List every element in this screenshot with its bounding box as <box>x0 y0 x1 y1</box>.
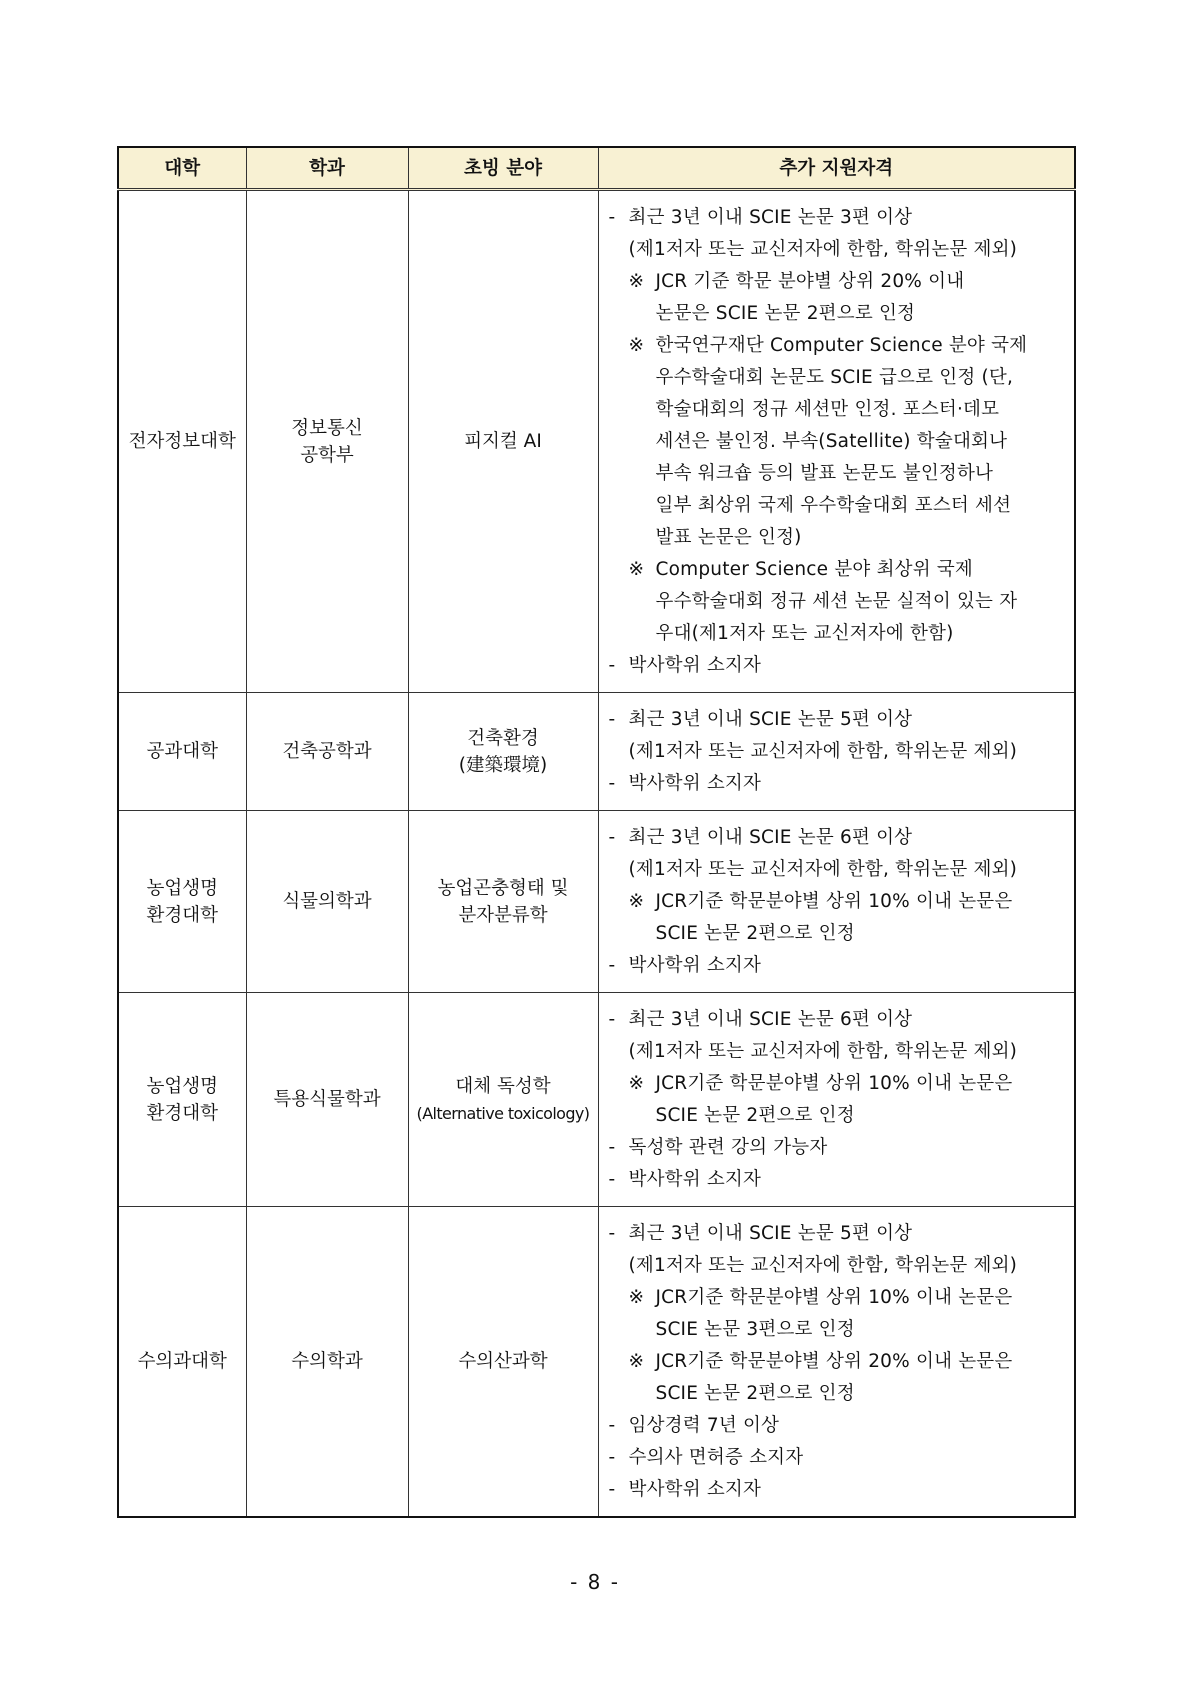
department-name: 수의학과 <box>291 1351 363 1372</box>
college-cell <box>118 1207 246 1518</box>
qualification-cell <box>598 190 1075 693</box>
requirement-continuation <box>609 854 1065 886</box>
requirement-item <box>609 1474 1065 1506</box>
dash-marker: - <box>608 1009 616 1030</box>
requirement-text: 박사학위 소지자 <box>628 655 762 676</box>
requirement-text: 발표 논문은 인정) <box>655 527 802 548</box>
requirement-text: 한국연구재단 Computer Science 분야 국제 <box>655 335 1028 356</box>
dash-marker: - <box>608 1169 616 1190</box>
reference-mark: ※ <box>628 271 645 292</box>
requirement-continuation <box>609 736 1065 768</box>
requirement-text: 최근 3년 이내 SCIE 논문 6편 이상 <box>628 1009 913 1030</box>
requirement-continuation <box>609 1250 1065 1282</box>
field-name: 수의산과학 <box>458 1351 548 1372</box>
requirement-continuation <box>609 298 1065 330</box>
field-cell <box>408 1207 598 1518</box>
department-name: 건축공학과 <box>282 741 372 762</box>
requirement-text: SCIE 논문 2편으로 인정 <box>655 1105 855 1126</box>
college-name: 농업생명 <box>146 1075 218 1097</box>
requirement-item <box>609 822 1065 854</box>
requirement-item <box>609 1442 1065 1474</box>
requirement-text: 일부 최상위 국제 우수학술대회 포스터 세션 <box>655 495 1012 516</box>
qualification-cell <box>598 811 1075 993</box>
requirement-item <box>609 1218 1065 1250</box>
requirement-text: 박사학위 소지자 <box>628 1479 762 1500</box>
dash-marker: - <box>608 827 616 848</box>
college-cell <box>118 693 246 811</box>
requirement-item <box>609 1004 1065 1036</box>
requirement-item <box>609 1164 1065 1196</box>
requirement-text: Computer Science 분야 최상위 국제 <box>655 559 974 580</box>
dash-marker: - <box>608 955 616 976</box>
requirement-text: 부속 워크숍 등의 발표 논문도 불인정하나 <box>655 463 994 484</box>
department-cell <box>246 811 408 993</box>
college-name: 수의과대학 <box>137 1351 227 1372</box>
requirement-text: 학술대회의 정규 세션만 인정. 포스터·데모 <box>655 399 1000 420</box>
requirement-text: 독성학 관련 강의 가능자 <box>628 1137 828 1158</box>
department-cell <box>246 693 408 811</box>
reference-mark: ※ <box>628 559 645 580</box>
requirement-text: JCR기준 학문분야별 상위 10% 이내 논문은 <box>655 891 1013 912</box>
reference-mark: ※ <box>628 1351 645 1372</box>
dash-marker: - <box>608 1479 616 1500</box>
requirement-continuation <box>609 1378 1065 1410</box>
reference-note <box>609 330 1065 362</box>
field-name: 농업곤충형태 및 <box>437 877 569 899</box>
requirement-text: 최근 3년 이내 SCIE 논문 5편 이상 <box>628 709 913 730</box>
requirement-item <box>609 768 1065 800</box>
field-name: 피지컬 AI <box>464 431 542 452</box>
dash-marker: - <box>608 709 616 730</box>
qualification-cell <box>598 1207 1075 1518</box>
requirement-text: SCIE 논문 2편으로 인정 <box>655 1383 855 1404</box>
reference-mark: ※ <box>628 891 645 912</box>
requirement-continuation <box>609 918 1065 950</box>
requirement-item <box>609 650 1065 682</box>
dash-marker: - <box>608 207 616 228</box>
college-name: 전자정보대학 <box>128 431 236 452</box>
department-name: 특용식물학과 <box>273 1089 381 1110</box>
requirement-text: 임상경력 7년 이상 <box>628 1415 780 1436</box>
department-cell <box>246 190 408 693</box>
header-qualification: 추가 지원자격 <box>598 147 1075 190</box>
requirement-continuation <box>609 234 1065 266</box>
field-name: 건축환경 <box>467 727 539 749</box>
dash-marker: - <box>608 1447 616 1468</box>
requirement-text: 최근 3년 이내 SCIE 논문 5편 이상 <box>628 1223 913 1244</box>
reference-note <box>609 554 1065 586</box>
requirement-text: 우수학술대회 정규 세션 논문 실적이 있는 자 <box>655 591 1018 612</box>
header-college: 대학 <box>118 147 246 190</box>
department-name: 식물의학과 <box>282 891 372 912</box>
field-name: (建築環境) <box>458 754 548 776</box>
table-row <box>118 993 1075 1207</box>
table-row <box>118 811 1075 993</box>
college-name: 환경대학 <box>146 1102 218 1124</box>
field-name: 분자분류학 <box>458 904 548 926</box>
field-cell <box>408 693 598 811</box>
table-row <box>118 693 1075 811</box>
requirement-text: 박사학위 소지자 <box>628 773 762 794</box>
requirement-text: (제1저자 또는 교신저자에 한함, 학위논문 제외) <box>628 859 1018 880</box>
requirement-text: 박사학위 소지자 <box>628 955 762 976</box>
header-field: 초빙 분야 <box>408 147 598 190</box>
requirement-text: JCR기준 학문분야별 상위 20% 이내 논문은 <box>655 1351 1013 1372</box>
requirement-text: (제1저자 또는 교신저자에 한함, 학위논문 제외) <box>628 741 1018 762</box>
requirement-text: (제1저자 또는 교신저자에 한함, 학위논문 제외) <box>628 1255 1018 1276</box>
dash-marker: - <box>608 773 616 794</box>
college-name: 환경대학 <box>146 904 218 926</box>
table-header-row <box>118 147 1075 190</box>
requirement-text: 최근 3년 이내 SCIE 논문 3편 이상 <box>628 207 913 228</box>
dash-marker: - <box>608 1223 616 1244</box>
requirement-continuation <box>609 1314 1065 1346</box>
department-cell <box>246 1207 408 1518</box>
qualification-cell <box>598 993 1075 1207</box>
page-number: - 8 - <box>570 1570 620 1594</box>
requirement-text: SCIE 논문 3편으로 인정 <box>655 1319 855 1340</box>
college-cell <box>118 811 246 993</box>
reference-mark: ※ <box>628 1073 645 1094</box>
requirement-text: 세션은 불인정. 부속(Satellite) 학술대회나 <box>655 431 1008 452</box>
field-cell <box>408 811 598 993</box>
department-name: 정보통신 <box>291 417 363 439</box>
reference-note <box>609 886 1065 918</box>
requirement-item <box>609 202 1065 234</box>
college-name: 농업생명 <box>146 877 218 899</box>
field-name: (Alternative toxicology) <box>416 1103 590 1123</box>
requirement-text: JCR기준 학문분야별 상위 10% 이내 논문은 <box>655 1287 1013 1308</box>
department-name: 공학부 <box>300 444 354 466</box>
requirement-text: 박사학위 소지자 <box>628 1169 762 1190</box>
field-cell <box>408 190 598 693</box>
college-cell <box>118 190 246 693</box>
requirement-text: (제1저자 또는 교신저자에 한함, 학위논문 제외) <box>628 239 1018 260</box>
requirement-continuation <box>609 490 1065 522</box>
requirement-item <box>609 1410 1065 1442</box>
table-row <box>118 190 1075 693</box>
requirement-text: JCR 기준 학문 분야별 상위 20% 이내 <box>655 271 965 292</box>
qualification-table <box>117 146 1076 1518</box>
requirement-text: 우대(제1저자 또는 교신저자에 한함) <box>655 623 954 644</box>
requirement-text: JCR기준 학문분야별 상위 10% 이내 논문은 <box>655 1073 1013 1094</box>
requirement-text: SCIE 논문 2편으로 인정 <box>655 923 855 944</box>
requirement-continuation <box>609 426 1065 458</box>
requirement-continuation <box>609 1100 1065 1132</box>
college-cell <box>118 993 246 1207</box>
department-cell <box>246 993 408 1207</box>
dash-marker: - <box>608 1137 616 1158</box>
reference-mark: ※ <box>628 1287 645 1308</box>
reference-note <box>609 1346 1065 1378</box>
reference-note <box>609 1282 1065 1314</box>
dash-marker: - <box>608 655 616 676</box>
header-department: 학과 <box>246 147 408 190</box>
dash-marker: - <box>608 1415 616 1436</box>
field-cell <box>408 993 598 1207</box>
requirement-item <box>609 950 1065 982</box>
requirement-text: 우수학술대회 논문도 SCIE 급으로 인정 (단, <box>655 367 1014 388</box>
requirement-text: 최근 3년 이내 SCIE 논문 6편 이상 <box>628 827 913 848</box>
qualification-cell <box>598 693 1075 811</box>
requirement-continuation <box>609 394 1065 426</box>
table-row <box>118 1207 1075 1518</box>
requirement-text: (제1저자 또는 교신저자에 한함, 학위논문 제외) <box>628 1041 1018 1062</box>
requirement-continuation <box>609 458 1065 490</box>
requirement-item <box>609 1132 1065 1164</box>
requirement-continuation <box>609 618 1065 650</box>
table-body <box>118 190 1075 1518</box>
requirement-text: 논문은 SCIE 논문 2편으로 인정 <box>655 303 916 324</box>
reference-note <box>609 1068 1065 1100</box>
requirement-continuation <box>609 362 1065 394</box>
reference-mark: ※ <box>628 335 645 356</box>
requirement-item <box>609 704 1065 736</box>
requirement-text: 수의사 면허증 소지자 <box>628 1447 804 1468</box>
college-name: 공과대학 <box>146 741 218 762</box>
field-name: 대체 독성학 <box>455 1075 551 1097</box>
requirement-continuation <box>609 522 1065 554</box>
requirement-continuation <box>609 1036 1065 1068</box>
reference-note <box>609 266 1065 298</box>
requirement-continuation <box>609 586 1065 618</box>
